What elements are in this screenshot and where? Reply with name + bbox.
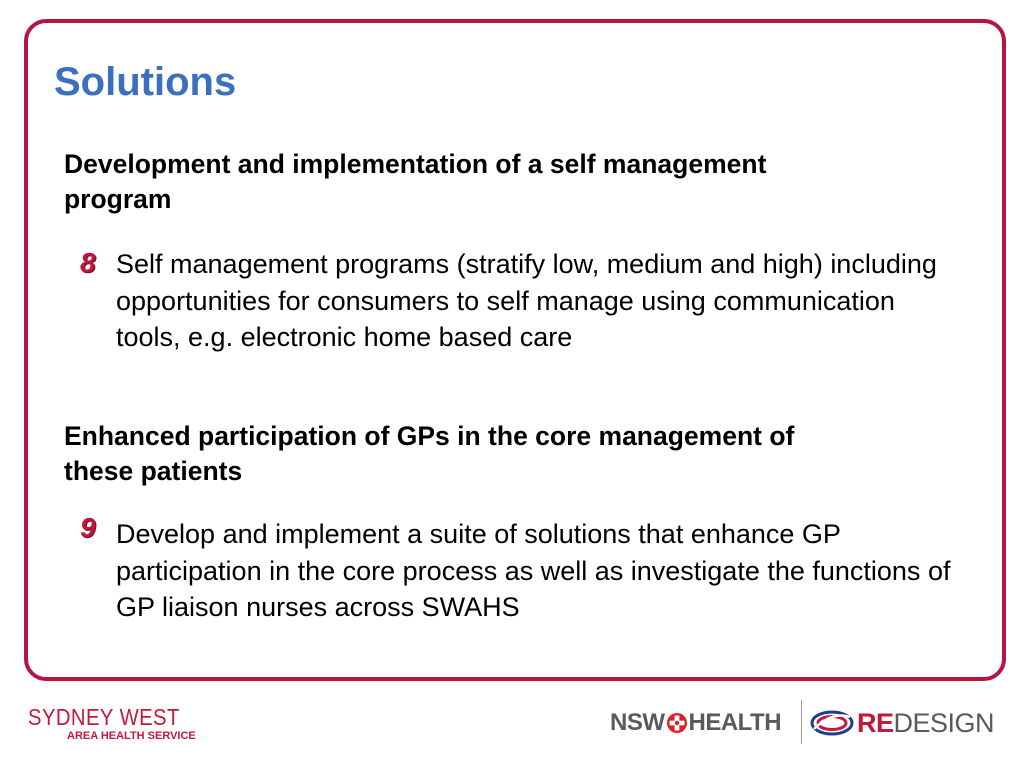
section-heading-gp-participation: Enhanced participation of GPs in the core management of these patients	[64, 421, 795, 486]
footer-logo-divider	[801, 700, 802, 744]
redesign-logo-part1: RE	[857, 708, 894, 738]
nsw-health-logo-part1: NSW	[610, 709, 665, 736]
bullet-number-9: 9	[80, 512, 96, 543]
slide-title: Solutions	[54, 60, 237, 104]
redesign-logo-part2: DESIGN	[893, 708, 995, 738]
sydney-west-logo	[28, 704, 228, 744]
bullet-text-self-management: Self management programs (stratify low, medium and high) including opportunities for consumers to self manage using communication tools, e.g. electronic home based care	[116, 249, 937, 352]
nsw-health-logo	[610, 706, 781, 740]
bullet-text-gp-participation: Develop and implement a suite of solutions that enhance GP participation in the core process as well as investigate the functions of GP liaison nurses across SWAHS	[116, 519, 951, 622]
sydney-west-logo-subtitle: AREA HEALTH SERVICE	[67, 730, 196, 742]
nsw-health-logo-part2: HEALTH	[688, 709, 782, 736]
bullet-number-8: 8	[80, 247, 96, 278]
waratah-icon	[666, 712, 688, 734]
redesign-swoosh-icon	[810, 709, 854, 737]
redesign-logo	[810, 706, 994, 740]
section-heading-self-management: Development and implementation of a self management program	[64, 149, 767, 214]
sydney-west-logo-name: SYDNEY WEST	[28, 704, 180, 730]
